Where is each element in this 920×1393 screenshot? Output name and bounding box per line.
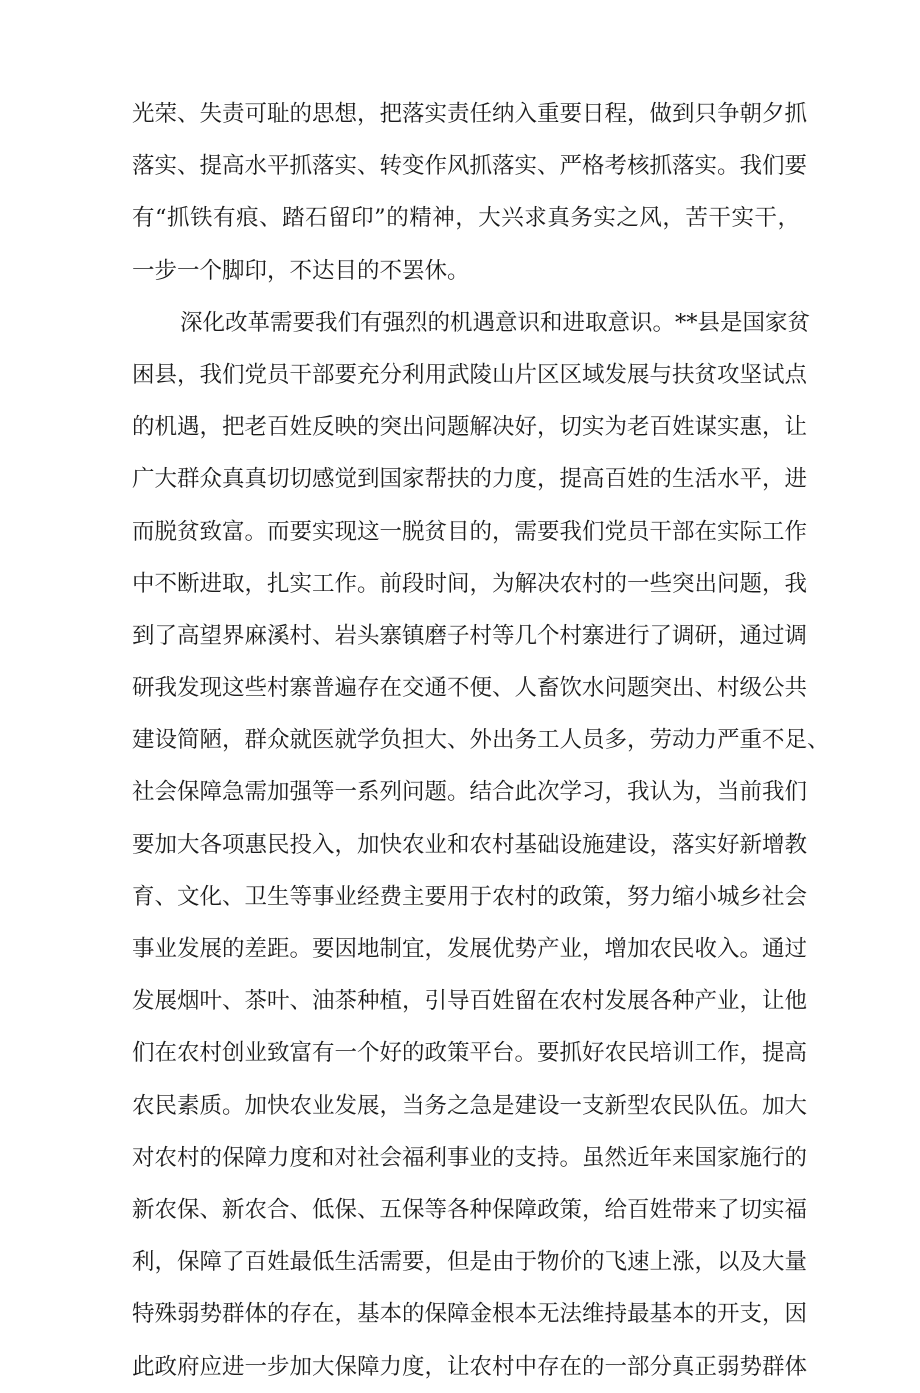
text-line: 研我发现这些村寨普遍存在交通不便、人畜饮水问题突出、村级公共 xyxy=(132,675,808,702)
text-line: 社会保障急需加强等一系列问题。结合此次学习，我认为，当前我们 xyxy=(132,779,808,806)
text-line: 此政府应进一步加大保障力度，让农村中存在的一部分真正弱势群体 xyxy=(132,1353,808,1380)
text-line: 们在农村创业致富有一个好的政策平台。要抓好农民培训工作，提高 xyxy=(132,1040,808,1067)
text-line: 有“抓铁有痕、踏石留印”的精神，大兴求真务实之风，苦干实干， xyxy=(132,205,800,232)
text-line: 落实、提高水平抓落实、转变作风抓落实、严格考核抓落实。我们要 xyxy=(132,153,808,180)
text-line: 的机遇，把老百姓反映的突出问题解决好，切实为老百姓谋实惠，让 xyxy=(132,414,808,441)
text-line: 建设简陋，群众就医就学负担大、外出务工人员多，劳动力严重不足、 xyxy=(132,727,830,754)
text-line: 事业发展的差距。要因地制宜，发展优势产业，增加农民收入。通过 xyxy=(132,936,808,962)
text-line: 光荣、失责可耻的思想，把落实责任纳入重要日程，做到只争朝夕抓 xyxy=(132,101,808,127)
text-line: 育、文化、卫生等事业经费主要用于农村的政策，努力缩小城乡社会 xyxy=(132,883,808,910)
text-line: 中不断进取，扎实工作。前段时间，为解决农村的一些突出问题，我 xyxy=(132,570,808,597)
text-line: 到了高望界麻溪村、岩头寨镇磨子村等几个村寨进行了调研，通过调 xyxy=(132,622,808,649)
text-line: 一步一个脚印，不达目的不罢休。 xyxy=(132,257,470,284)
paragraph-first-line: 深化改革需要我们有强烈的机遇意识和进取意识。**县是国家贫 xyxy=(180,309,811,336)
text-line: 广大群众真真切切感觉到国家帮扶的力度，提高百姓的生活水平，进 xyxy=(132,466,808,493)
text-line: 困县，我们党员干部要充分利用武陵山片区区域发展与扶贫攻坚试点 xyxy=(132,361,808,388)
document-body xyxy=(132,88,830,1393)
text-line: 要加大各项惠民投入，加快农业和农村基础设施建设，落实好新增教 xyxy=(132,831,808,858)
text-line: 特殊弱势群体的存在，基本的保障金根本无法维持最基本的开支，因 xyxy=(132,1301,808,1328)
text-line: 对农村的保障力度和对社会福利事业的支持。虽然近年来国家施行的 xyxy=(132,1144,808,1171)
text-line: 农民素质。加快农业发展，当务之急是建设一支新型农民队伍。加大 xyxy=(132,1092,808,1119)
text-line: 发展烟叶、茶叶、油茶种植，引导百姓留在农村发展各种产业，让他 xyxy=(132,988,808,1015)
text-line: 新农保、新农合、低保、五保等各种保障政策，给百姓带来了切实福 xyxy=(132,1196,808,1223)
text-line: 利，保障了百姓最低生活需要，但是由于物价的飞速上涨，以及大量 xyxy=(132,1249,808,1276)
text-line: 而脱贫致富。而要实现这一脱贫目的，需要我们党员干部在实际工作 xyxy=(132,518,808,545)
